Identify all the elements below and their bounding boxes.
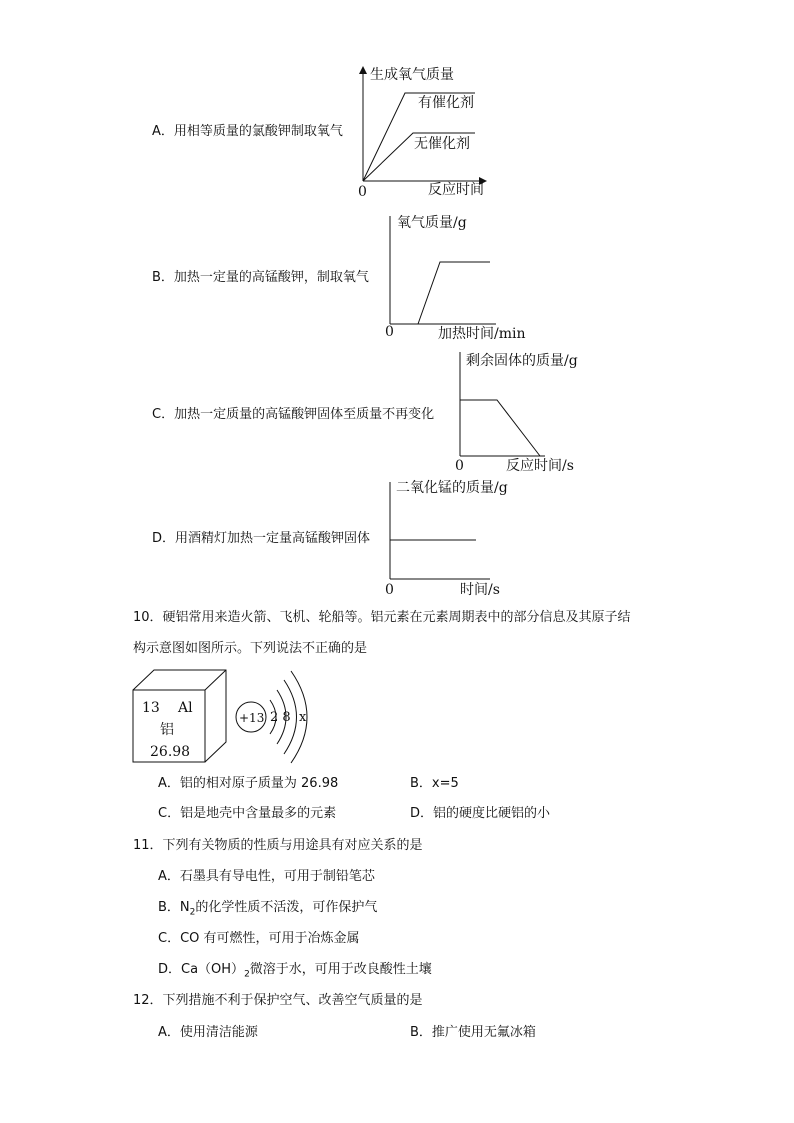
graph-c-origin: 0 — [455, 458, 464, 474]
q11-option-b: B．$N_2$的化学性质不活泼，可作保护气 — [158, 900, 378, 918]
graph-c-line — [460, 400, 540, 456]
graph-d — [390, 482, 490, 579]
graph-a-line2-label: 无催化剂 — [414, 136, 470, 152]
q10-option-a: A．铝的相对原子质量为 26.98 — [158, 776, 339, 791]
q10-stem-line2: 构示意图如图所示。下列说法不正确的是 — [133, 641, 368, 656]
graph-a — [363, 70, 483, 181]
nucleus-charge: +13 — [239, 711, 265, 725]
graph-d-origin: 0 — [385, 582, 394, 598]
element-mass: 26.98 — [150, 744, 191, 760]
element-number: 13 — [142, 700, 160, 716]
q11-option-d: D．$Ca(OH)_2$微溶于水，可用于改良酸性土壤 — [158, 962, 432, 980]
q12-option-b: B．推广使用无氟冰箱 — [410, 1025, 536, 1040]
graph-d-xlabel: 时间/s — [460, 582, 500, 598]
q11-option-c: C．CO 有可燃性，可用于冶炼金属 — [158, 931, 360, 946]
q12-stem: 12．下列措施不利于保护空气、改善空气质量的是 — [133, 993, 423, 1008]
q10-stem-line1: 10．硬铝常用来造火箭、飞机、轮船等。铝元素在元素周期表中的部分信息及其原子结 — [133, 610, 631, 625]
graph-a-ylabel: 生成氧气质量 — [370, 67, 454, 83]
q9-option-b: B．加热一定量的高锰酸钾，制取氧气 — [152, 270, 369, 285]
q9-option-c: C．加热一定质量的高锰酸钾固体至质量不再变化 — [152, 407, 435, 422]
graph-c-xlabel: 反应时间/s — [506, 458, 574, 474]
q9-option-a: A．用相等质量的氯酸钾制取氧气 — [152, 124, 343, 139]
graph-c-ylabel: 剩余固体的质量/g — [466, 353, 578, 369]
q11-stem: 11．下列有关物质的性质与用途具有对应关系的是 — [133, 838, 423, 853]
graph-a-origin: 0 — [358, 184, 367, 200]
element-symbol: Al — [178, 700, 193, 716]
graph-d-ylabel: 二氧化锰的质量/g — [396, 480, 508, 496]
q12-option-a: A．使用清洁能源 — [158, 1025, 258, 1040]
element-name: 铝 — [160, 722, 174, 738]
q10-option-d: D．铝的硬度比硬铝的小 — [410, 806, 551, 821]
q10-option-c: C．铝是地壳中含量最多的元素 — [158, 806, 337, 821]
graph-b-xlabel: 加热时间/min — [438, 326, 526, 342]
q9-option-d: D．用酒精灯加热一定量高锰酸钾固体 — [152, 531, 371, 546]
graph-b — [390, 216, 496, 324]
q10-option-b: B．x=5 — [410, 776, 459, 791]
q11-option-a: A．石墨具有导电性，可用于制铅笔芯 — [158, 869, 375, 884]
graph-b-origin: 0 — [385, 324, 394, 340]
graph-a-xlabel: 反应时间 — [428, 182, 484, 198]
graph-b-line — [418, 262, 490, 324]
graph-a-line1-label: 有催化剂 — [418, 95, 474, 111]
electron-shells: 2 8 x — [270, 710, 307, 725]
graph-b-ylabel: 氧气质量/g — [397, 215, 467, 231]
